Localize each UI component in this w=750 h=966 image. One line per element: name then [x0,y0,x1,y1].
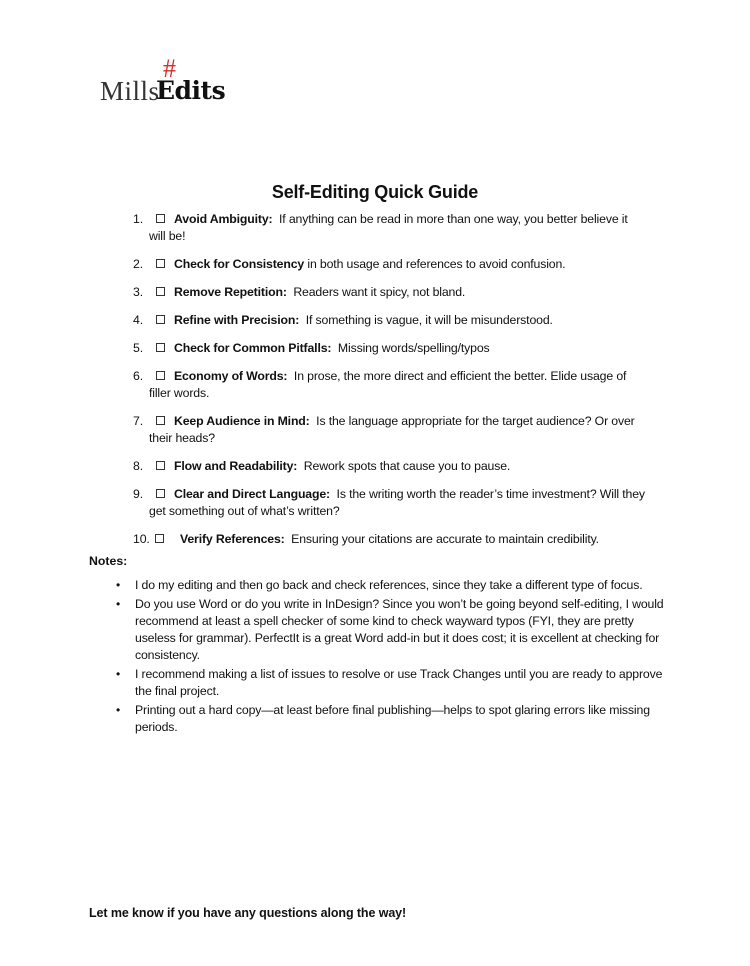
item-number: 10. [133,532,150,546]
checkbox[interactable] [156,343,165,352]
checkbox[interactable] [156,214,165,223]
checklist-item [133,413,673,447]
checklist-item [133,256,673,273]
note-text: Printing out a hard copy—at least before final publishing—helps to spot glaring errors like missing periods. [135,703,650,734]
checklist-item [133,531,673,548]
item-number: 6. [133,369,143,383]
item-text: Missing words/spelling/typos [337,341,490,355]
item-continuation: get something out of what’s written? [149,504,340,518]
note-text: I recommend making a list of issues to resolve or use Track Changes until you are ready to approve the final project. [135,667,663,698]
item-text: Rework spots that cause you to pause. [303,459,511,473]
logo-text-mills: Mills [100,76,160,106]
checklist-item [133,368,673,402]
item-label: Flow and Readability: [174,459,298,473]
checklist-item [133,284,673,301]
item-label: Check for Consistency [174,257,305,271]
item-label: Keep Audience in Mind: [174,414,310,428]
bullet-icon: • [116,667,121,681]
checkbox[interactable] [156,287,165,296]
item-continuation: will be! [149,229,186,243]
note-item [116,596,676,664]
item-text: If something is vague, it will be misunderstood. [305,313,553,327]
item-number: 7. [133,414,143,428]
item-label: Verify References: [180,532,285,546]
item-label: Clear and Direct Language: [174,487,330,501]
item-number: 5. [133,341,143,355]
checkbox[interactable] [156,461,165,470]
item-label: Check for Common Pitfalls: [174,341,332,355]
item-label: Refine with Precision: [174,313,300,327]
note-item [116,702,676,736]
checklist-item [133,211,673,245]
item-label: Avoid Ambiguity: [174,212,273,226]
item-number: 8. [133,459,143,473]
note-item [116,666,676,700]
item-number: 2. [133,257,143,271]
item-number: 4. [133,313,143,327]
bullet-icon: • [116,578,121,592]
checkbox[interactable] [155,534,164,543]
bullet-icon: • [116,703,121,717]
notes-list [116,577,676,738]
item-continuation: filler words. [149,386,210,400]
checklist-item [133,486,673,520]
item-continuation: their heads? [149,431,215,445]
item-label: Economy of Words: [174,369,288,383]
item-label: Remove Repetition: [174,285,287,299]
item-text: If anything can be read in more than one way, you better believe it [279,212,628,226]
note-text: Do you use Word or do you write in InDesign? Since you won’t be going beyond self-editing, I would recommend at least a spell checker of some kind to check wayward typos (FYI, they are pretty useless for grammar). PerfectIt is a great Word add-in but it does cost; it is excellent at checking for consistency. [135,597,664,662]
note-text: I do my editing and then go back and check references, since they take a different type of focus. [135,578,643,592]
checklist-item [133,458,673,475]
checkbox[interactable] [156,416,165,425]
closing-message: Let me know if you have any questions along the way! [89,906,407,920]
notes-heading: Notes: [89,554,128,568]
logo-text-edits: Edits [156,76,226,105]
hash-mark-icon: # [163,54,176,83]
item-text: Is the language appropriate for the target audience? Or over [316,414,635,428]
checklist-item [133,340,673,357]
checklist-item [133,312,673,329]
page-title: Self-Editing Quick Guide [271,182,479,202]
item-text: Ensuring your citations are accurate to maintain credibility. [291,532,599,546]
bullet-icon: • [116,597,121,611]
item-text: Is the writing worth the reader’s time investment? Will they [336,487,645,501]
checkbox[interactable] [156,259,165,268]
item-number: 1. [133,212,143,226]
item-text: Readers want it spicy, not bland. [293,285,466,299]
item-number: 3. [133,285,143,299]
note-item [116,577,676,594]
millsedits-logo [100,56,260,106]
checkbox[interactable] [156,371,165,380]
item-number: 9. [133,487,143,501]
checkbox[interactable] [156,315,165,324]
checklist [133,211,673,559]
item-text: In prose, the more direct and efficient the better. Elide usage of [293,369,627,383]
checkbox[interactable] [156,489,165,498]
item-text: in both usage and references to avoid confusion. [307,257,566,271]
